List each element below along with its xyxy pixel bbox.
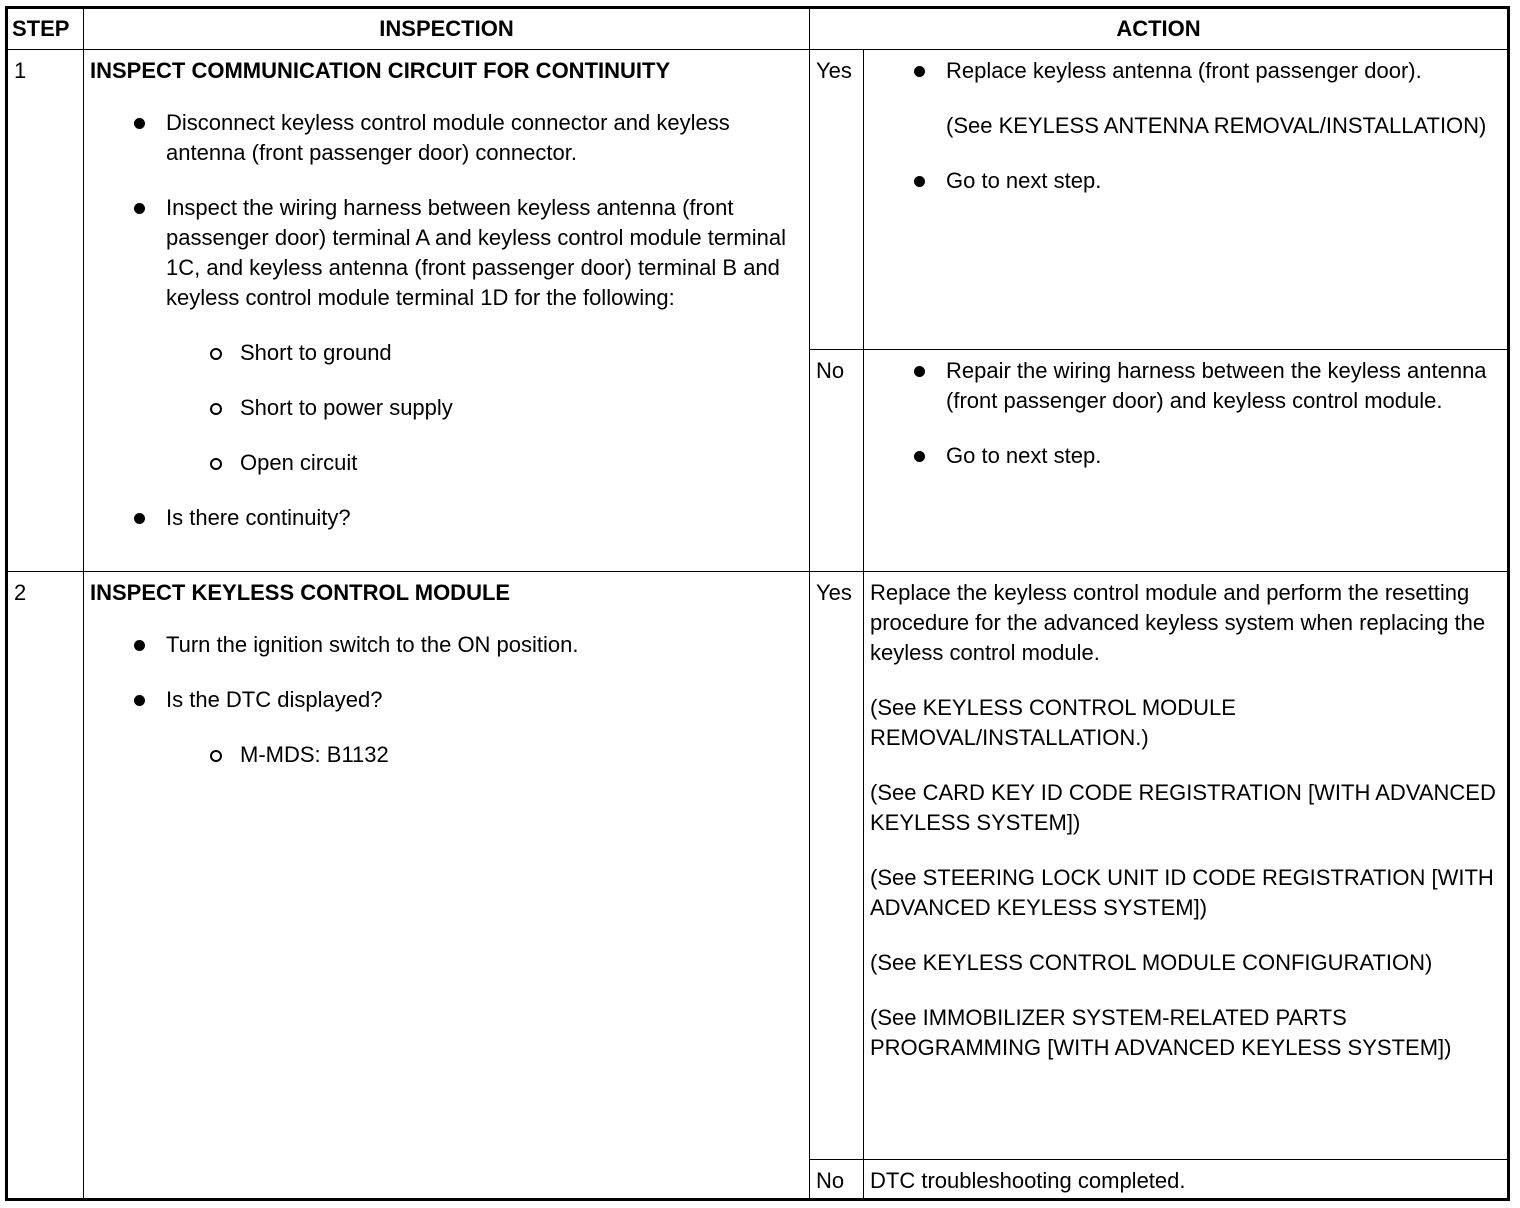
step2-yes-row xyxy=(7,572,1509,1160)
header-action: ACTION xyxy=(810,8,1509,50)
step2-yes-ref-2: (See CARD KEY ID CODE REGISTRATION [WITH ADVANCED KEYLESS SYSTEM]) xyxy=(870,780,1496,835)
step1-sub-bullet-1: Short to ground xyxy=(166,338,809,368)
step2-yes-ref-1: (See KEYLESS CONTROL MODULE REMOVAL/INSTALLATION.) xyxy=(870,695,1236,750)
step2-bullet-1: Turn the ignition switch to the ON position. xyxy=(90,630,809,660)
step1-yes-row xyxy=(7,50,1509,350)
step2-yes-label: Yes xyxy=(810,572,864,1160)
step2-yes-action xyxy=(864,572,1509,1160)
step2-yes-ref-3: (See STEERING LOCK UNIT ID CODE REGISTRATION [WITH ADVANCED KEYLESS SYSTEM]) xyxy=(870,865,1494,920)
step2-no-label: No xyxy=(810,1160,864,1200)
step2-yes-ref-4: (See KEYLESS CONTROL MODULE CONFIGURATION) xyxy=(870,950,1433,975)
step1-bullet-2: Inspect the wiring harness between keyless antenna (front passenger door) terminal A and keyless control module terminal 1C, and keyless antenna (front passenger door) terminal B and keyless control module terminal 1D for the following: Short to ground Short to power supply Open circuit xyxy=(90,193,809,478)
step2-yes-action-1: Replace the keyless control module and perform the resetting procedure for the advanced keyless system when replacing the keyless control module. xyxy=(870,580,1486,665)
step2-number: 2 xyxy=(7,572,84,1200)
step1-bullet-3: Is there continuity? xyxy=(90,503,809,533)
step2-bullets xyxy=(90,630,809,770)
header-step: STEP xyxy=(7,8,84,50)
step2-bullet-2: Is the DTC displayed? M-MDS: B1132 xyxy=(90,685,809,770)
step1-yes-action-2: Go to next step. xyxy=(870,166,1499,196)
step2-no-action: DTC troubleshooting completed. xyxy=(864,1160,1509,1200)
step1-no-action-1: Repair the wiring harness between the keyless antenna (front passenger door) and keyless control module. xyxy=(870,356,1499,416)
step1-bullets xyxy=(90,108,809,533)
header-inspection: INSPECTION xyxy=(84,8,810,50)
step2-sub-bullet-1: M-MDS: B1132 xyxy=(166,740,809,770)
step1-number: 1 xyxy=(7,50,84,572)
step1-yes-label: Yes xyxy=(810,50,864,350)
step1-no-label: No xyxy=(810,350,864,572)
step1-inspection xyxy=(84,50,810,572)
step1-bullet-1: Disconnect keyless control module connector and keyless antenna (front passenger door) connector. xyxy=(90,108,809,168)
step2-yes-ref-5: (See IMMOBILIZER SYSTEM-RELATED PARTS PROGRAMMING [WITH ADVANCED KEYLESS SYSTEM]) xyxy=(870,1005,1452,1060)
step1-yes-action-1: Replace keyless antenna (front passenger door). (See KEYLESS ANTENNA REMOVAL/INSTALLATION) xyxy=(870,56,1499,141)
step1-no-action-2: Go to next step. xyxy=(870,441,1499,471)
step1-no-action xyxy=(864,350,1509,572)
step1-sub-bullets xyxy=(166,338,809,478)
step1-sub-bullet-2: Short to power supply xyxy=(166,393,809,423)
step2-sub-bullets xyxy=(166,740,809,770)
step2-inspection xyxy=(84,572,810,1200)
step1-yes-action-ref: (See KEYLESS ANTENNA REMOVAL/INSTALLATION) xyxy=(946,113,1487,138)
procedure-table xyxy=(5,6,1510,1201)
step2-title: INSPECT KEYLESS CONTROL MODULE xyxy=(90,580,511,605)
header-row xyxy=(7,8,1509,50)
step1-sub-bullet-3: Open circuit xyxy=(166,448,809,478)
step1-title: INSPECT COMMUNICATION CIRCUIT FOR CONTINUITY xyxy=(90,58,671,83)
step1-yes-action xyxy=(864,50,1509,350)
